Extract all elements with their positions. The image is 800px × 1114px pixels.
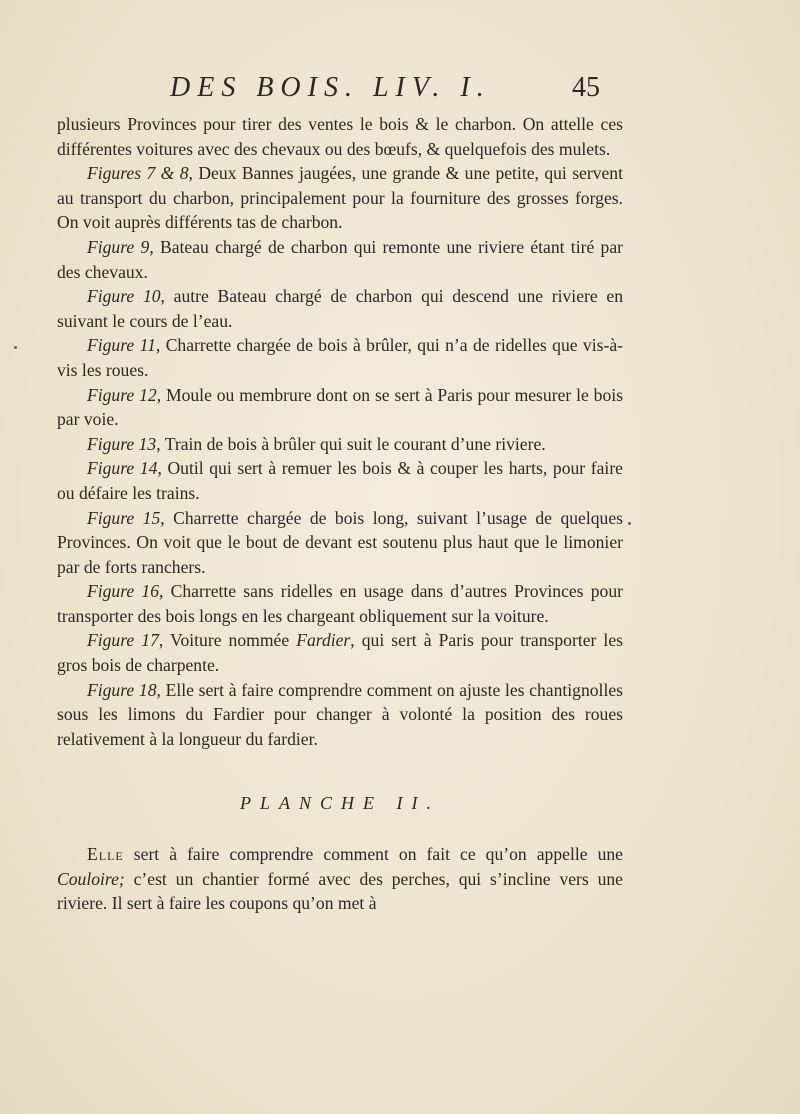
paragraph-text: , Elle sert à faire comprendre comment on ajuste les chantignolles sous les limons du Fardier pour changer à volonté la position des roues relativement à la longueur du fardier. [57,679,623,749]
paragraph-text: , Charrette chargée de bois à brûler, qui n’a de ridelles que vis-à-vis les roues. [57,335,623,380]
paragraph-text: , Outil qui sert à remuer les bois & à couper les harts, pour faire ou défaire les trains. [57,458,623,503]
paragraph-figure [57,579,623,628]
paragraph-text: , Voiture nommée [158,630,297,651]
paragraph-intro [57,112,623,161]
italic-term: Fardier [296,630,351,651]
figure-ref: Figure 17 [87,630,159,651]
running-head-title: DES BOIS. LIV. I. [170,72,491,103]
paragraph-text: , autre Bateau chargé de charbon qui descend une riviere en suivant le cours de l’eau. [57,286,623,331]
paragraph-figure [57,383,623,432]
paragraph-text: , Charrette chargée de bois long, suivant l’usage de quelques Provinces. On voit que le bout de devant est soutenu plus haut que le limonier par de forts ranchers. [57,507,623,577]
paragraph-figure [57,333,623,382]
figure-ref: Figure 11 [87,335,156,356]
lead-word: Elle [87,844,124,865]
figure-ref: Figure 9 [87,236,150,257]
paragraph-text: , Train de bois à brûler qui suit le courant d’une riviere. [156,433,546,454]
figure-ref: Figure 12 [87,384,157,405]
paragraph-text: , Deux Bannes jaugées, une grande & une petite, qui servent au transport du charbon, principalement pour la fourniture des grosses forges. On voit auprès différents tas de charbon. [57,163,623,233]
paragraph-text: , Moule ou membrure dont on se sert à Paris pour mesurer le bois par voie. [57,384,623,430]
figure-ref: Figure 16 [87,581,160,602]
figure-ref: Figure 14 [87,458,158,479]
paragraph-figure [57,456,623,505]
paragraph-figure [57,161,623,235]
paragraph-figure [57,628,623,677]
page-body [57,112,623,916]
figure-ref: Figure 13 [87,433,157,454]
section-title: PLANCHE II. [240,793,440,814]
paragraph-figure [57,432,623,457]
paragraph-text: , Bateau chargé de charbon qui remonte une riviere étant tiré par des chevaux. [57,236,623,282]
paragraph-text: c’est un chantier formé avec des perches, qui s’incline vers une riviere. Il sert à faire les coupons qu’on met à [57,868,623,914]
paragraph-figure [57,235,623,284]
paragraph-text-tail: , qui sert à Paris pour transporter les gros bois de charpente. [57,630,623,676]
paragraph-figure [57,678,623,752]
paragraph-text: , Charrette sans ridelles en usage dans d’autres Provinces pour transporter des bois longs en les chargeant obliquement sur la voiture. [57,581,623,626]
figure-ref: Figure 10 [87,286,161,307]
figure-ref: Figures 7 & 8 [87,163,189,184]
paragraph-text: sert à faire comprendre comment on fait ce qu’on appelle une [123,844,623,865]
paragraph-figure [57,506,623,580]
paper-speck [14,346,17,349]
paragraph-section [57,842,623,916]
paper-speck [628,522,631,525]
figure-ref: Figure 15 [87,507,161,528]
paragraph-figure [57,284,623,333]
italic-term: Couloire; [57,868,125,889]
paragraph-text: plusieurs Provinces pour tirer des ventes le bois & le charbon. On attelle ces différentes voitures avec des chevaux ou des bœufs, & quelquefois des mulets. [57,114,623,159]
page-number: 45 [572,72,600,103]
running-head [170,72,600,104]
figure-ref: Figure 18 [87,679,157,700]
